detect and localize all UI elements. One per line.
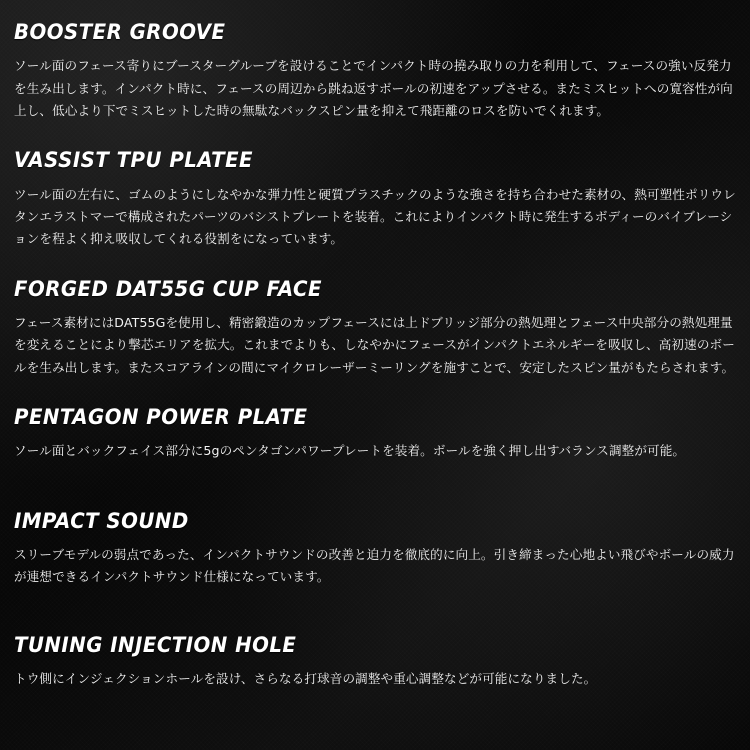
- section-vassist-tpu-plate: [14, 148, 736, 250]
- section-body-pentagon-power-plate: ソール面とバックフェイス部分に5gのペンタゴンパワープレートを装着。ボールを強く押し出すバランス調整が可能。: [14, 443, 686, 459]
- section-tuning-injection-hole: [14, 633, 736, 691]
- section-booster-groove: [14, 20, 736, 122]
- section-heading-tuning-injection-hole: TUNING INJECTION HOLE: [14, 632, 297, 657]
- section-forged-dat55g-cup-face: [14, 277, 736, 379]
- section-heading-forged-dat55g-cup-face: FORGED DAT55G CUP FACE: [14, 276, 322, 301]
- section-pentagon-power-plate: [14, 405, 736, 463]
- section-body-forged-dat55g-cup-face: フェース素材にはDAT55Gを使用し、精密鍛造のカップフェースには上ドブリッジ部分の熱処理とフェース中央部分の熱処理量を変えることにより撃芯エリアを拡大。これまでよりも、しなやかにフェースがインパクトエネルギーを吸収し、高初速のボールを生み出します。またスコアラインの間にマイクロレーザーミーリングを施すことで、安定したスピン量がもたらされます。: [14, 314, 735, 375]
- section-impact-sound: [14, 509, 736, 589]
- section-heading-pentagon-power-plate: PENTAGON POWER PLATE: [14, 405, 308, 430]
- section-body-vassist-tpu-plate: ツール面の左右に、ゴムのようにしなやかな弾力性と硬質プラスチックのような強さを持ち合わせた素材の、熱可塑性ポリウレタンエラストマーで構成されたパーツのバシストプレートを装着。これによりインパクト時に発生するボディーのバイブレーションを程よく抑え吸収してくれる役割をになっています。: [14, 186, 736, 247]
- section-body-impact-sound: スリーブモデルの弱点であった、インパクトサウンドの改善と迫力を徹底的に向上。引き締まった心地よい飛びやボールの威力が連想できるインパクトサウンド仕様になっています。: [14, 546, 735, 585]
- section-body-booster-groove: ソール面のフェース寄りにブースターグルーブを設けることでインパクト時の撓み取りの力を利用して、フェースの強い反発力を生み出します。インパクト時に、フェースの周辺から跳ね返すボールの初速をアップさせる。またミスヒットへの寛容性が向上し、低心より下でミスヒットした時の無駄なバックスピン量を抑えて飛距離のロスを防いでくれます。: [14, 58, 733, 118]
- section-heading-vassist-tpu-plate: VASSIST TPU PLATEE: [14, 148, 254, 173]
- section-heading-impact-sound: IMPACT SOUND: [14, 508, 189, 533]
- section-body-tuning-injection-hole: トウ側にインジェクションホールを設け、さらなる打球音の調整や重心調整などが可能になりました。: [14, 670, 597, 686]
- section-heading-booster-groove: BOOSTER GROOVE: [14, 20, 226, 44]
